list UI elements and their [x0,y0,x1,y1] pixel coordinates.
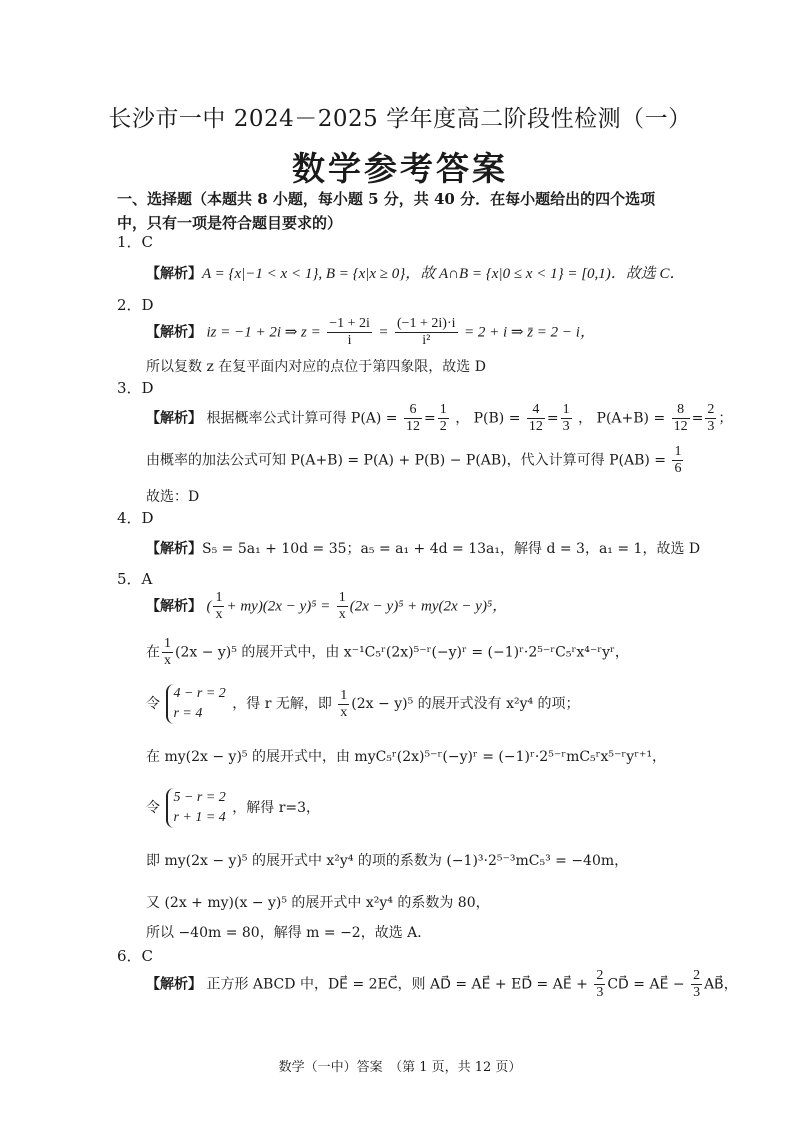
q5-line-8: 所以 −40m = 80，解得 m = −2，故选 A． [146,925,432,941]
q5-line-7: 又 (2x + my)(x − y)⁵ 的展开式中 x²y⁴ 的系数为 80， [146,895,490,911]
q2-explanation: 【解析】 iz = −1 + 2i ⇒ z = $\frac{-1 + 2i}{i}$ = $\frac{(-1 + 2i)\cdot i}{\text{i²}}$ = 2 + i ⇒ z̄ = 2 − i， [146,316,595,348]
q2-conclusion: 所以复数 z 在复平面内对应的点位于第四象限，故选 D [146,359,486,375]
q5-line-5: 令 5 − r = 2 r + 1 = 4 ，解得 r=3， [146,788,320,828]
q2-answer: 2．D [117,296,154,314]
equation-system: 4 − r = 2 r = 4 [166,684,225,724]
q6-explanation: 【解析】 正方形 ABCD 中，DE⃗ = 2EC⃗，则 AD⃗ = AE⃗ + ED⃗ = AE⃗ + $\frac{2}{3}$ CD⃗ = AE⃗ − $\frac{2}{3}$ AB⃗， [146,968,738,1000]
fraction: $\frac{(-1 + 2i)\cdot i}{\text{i²}}$ [396,316,456,348]
q3-addition-rule: 由概率的加法公式可知 P(A+B) = P(A) + P(B) − P(AB)，代入计算可得 P(AB) = $\frac{1}{6}$ [146,444,682,476]
q5-line-4: 在 my(2x − y)⁵ 的展开式中，由 myC₅ʳ(2x)⁵⁻ʳ(−y)ʳ = (−1)ʳ·2⁵⁻ʳmC₅ʳx⁵⁻ʳyʳ⁺¹， [146,749,667,765]
q6-answer: 6．C [117,947,154,965]
q1-answer: 1．C [117,233,154,251]
page-footer: 数学（一中）答案 （第 1 页，共 12 页） [278,1060,522,1075]
answer-key-title: 数学参考答案 [292,149,508,188]
q5-line-6: 即 my(2x − y)⁵ 的展开式中 x²y⁴ 的项的系数为 (−1)³·2⁵⁻³mC₅³ = −40m， [146,853,629,869]
q3-explanation: 【解析】 根据概率公式计算可得 P(A) = $\frac{6}{12}$ = $\frac{1}{2}$ ， P(B) = $\frac{4}{12}$ = $\frac{1}{3}$ ， P(A+B) = $\frac{8}{12}$ = $\frac{2}{3}$ ； [146,402,733,434]
q5-line-2: 在 $\frac{1}{x}$ (2x − y)⁵ 的展开式中，由 x⁻¹C₅ʳ(2x)⁵⁻ʳ(−y)ʳ = (−1)ʳ·2⁵⁻ʳC₅ʳx⁴⁻ʳyʳ， [146,636,629,668]
q4-explanation: 【解析】S₅ = 5a₁ + 10d = 35；a₅ = a₁ + 4d = 13a₁，解得 d = 3，a₁ = 1，故选 D [146,541,701,557]
q5-line-1: 【解析】 ( $\frac{1}{x}$ + my)(2x − y)⁵ = $\frac{1}{x}$ (2x − y)⁵ + my(2x − y)⁵， [146,590,508,622]
equation-system: 5 − r = 2 r + 1 = 4 [166,788,225,828]
q3-conclusion: 故选：D [146,489,200,505]
section-heading: 一、选择题（本题共 8 小题，每小题 5 分，共 40 分．在每小题给出的四个选项中，只有一项是符合题目要求的） [117,190,656,232]
q3-answer: 3．D [117,379,154,397]
q5-answer: 5．A [117,570,153,588]
fraction: $\frac{-1 + 2i}{i}$ [329,316,370,348]
q4-answer: 4．D [117,509,154,527]
explanation-tag: 【解析】 [146,266,202,282]
q5-line-3: 令 4 − r = 2 r = 4 ，得 r 无解，即 $\frac{1}{x}$ (2x − y)⁵ 的展开式没有 x²y⁴ 的项； [146,684,580,724]
exam-title: 长沙市一中 2024－2025 学年度高二阶段性检测（一） [108,106,692,132]
q1-explanation: 【解析】A = {x|−1 < x < 1}, B = {x|x ≥ 0}，故 A∩B = {x|0 ≤ x < 1} = [0,1)．故选 C． [146,266,685,282]
